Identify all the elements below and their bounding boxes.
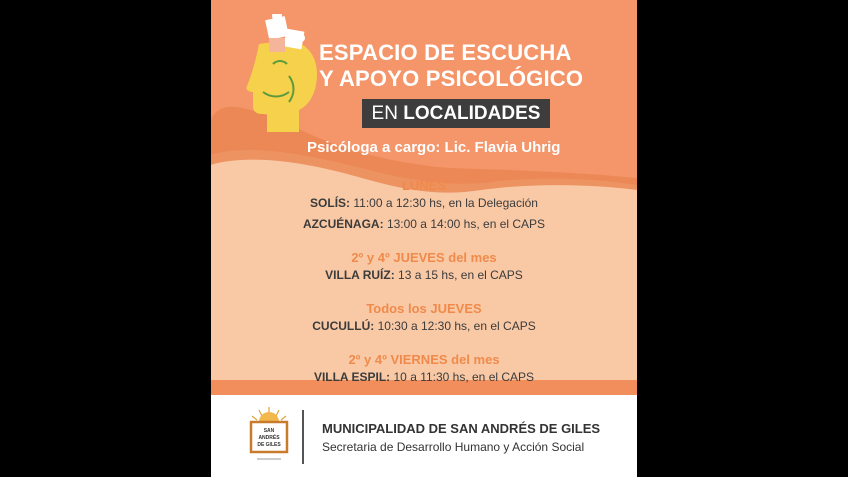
place-label: AZCUÉNAGA:: [302, 217, 384, 231]
place-label: VILLA RUÍZ:: [325, 268, 395, 282]
heading-lunes: LUNES: [401, 178, 447, 193]
time-detail: 13 a 15 hs, en el CAPS: [394, 268, 523, 282]
footer-divider: [302, 410, 304, 464]
footer: [211, 395, 637, 477]
time-detail: 10 a 11:30 hs, en el CAPS: [390, 370, 535, 384]
schedule-row: [211, 370, 637, 384]
title-line-2: Y APOYO PSICOLÓGICO: [319, 66, 584, 91]
schedule-row: [211, 196, 637, 210]
time-detail: 11:00 a 12:30 hs, en la Delegación: [350, 196, 538, 210]
schedule-row: [211, 217, 637, 231]
tag-bold: LOCALIDADES: [403, 103, 541, 124]
svg-text:SAN: SAN: [263, 428, 275, 434]
place-label: SOLÍS:: [310, 196, 351, 210]
schedule-row: [211, 319, 637, 333]
title-line-1: ESPACIO DE ESCUCHA: [319, 40, 572, 65]
localidades-tag: [362, 99, 550, 128]
place-label: CUCULLÚ:: [312, 319, 375, 333]
place-label: VILLA ESPIL:: [313, 370, 391, 384]
head-puzzle-icon: [241, 14, 321, 134]
time-detail: 10:30 a 12:30 hs, en el CAPS: [374, 319, 536, 333]
svg-text:ANDRÉS: ANDRÉS: [258, 435, 280, 441]
heading-jueves-24: 2º y 4º JUEVES del mes: [351, 250, 497, 265]
tag-prefix: EN: [371, 103, 398, 124]
municipality-name: MUNICIPALIDAD DE SAN ANDRÉS DE GILES: [322, 421, 601, 436]
schedule-row: [211, 268, 637, 282]
svg-text:DE GILES: DE GILES: [257, 442, 281, 448]
heading-todos-jueves: Todos los JUEVES: [366, 301, 482, 316]
heading-viernes-24: 2º y 4º VIERNES del mes: [348, 352, 500, 367]
municipality-logo: [247, 405, 291, 467]
secretaria-name: Secretaria de Desarrollo Humano y Acción Social: [322, 440, 585, 454]
poster: [211, 0, 637, 477]
time-detail: 13:00 a 14:00 hs, en el CAPS: [383, 217, 546, 231]
psicologa-line: Psicóloga a cargo: Lic. Flavia Uhrig: [307, 139, 561, 156]
